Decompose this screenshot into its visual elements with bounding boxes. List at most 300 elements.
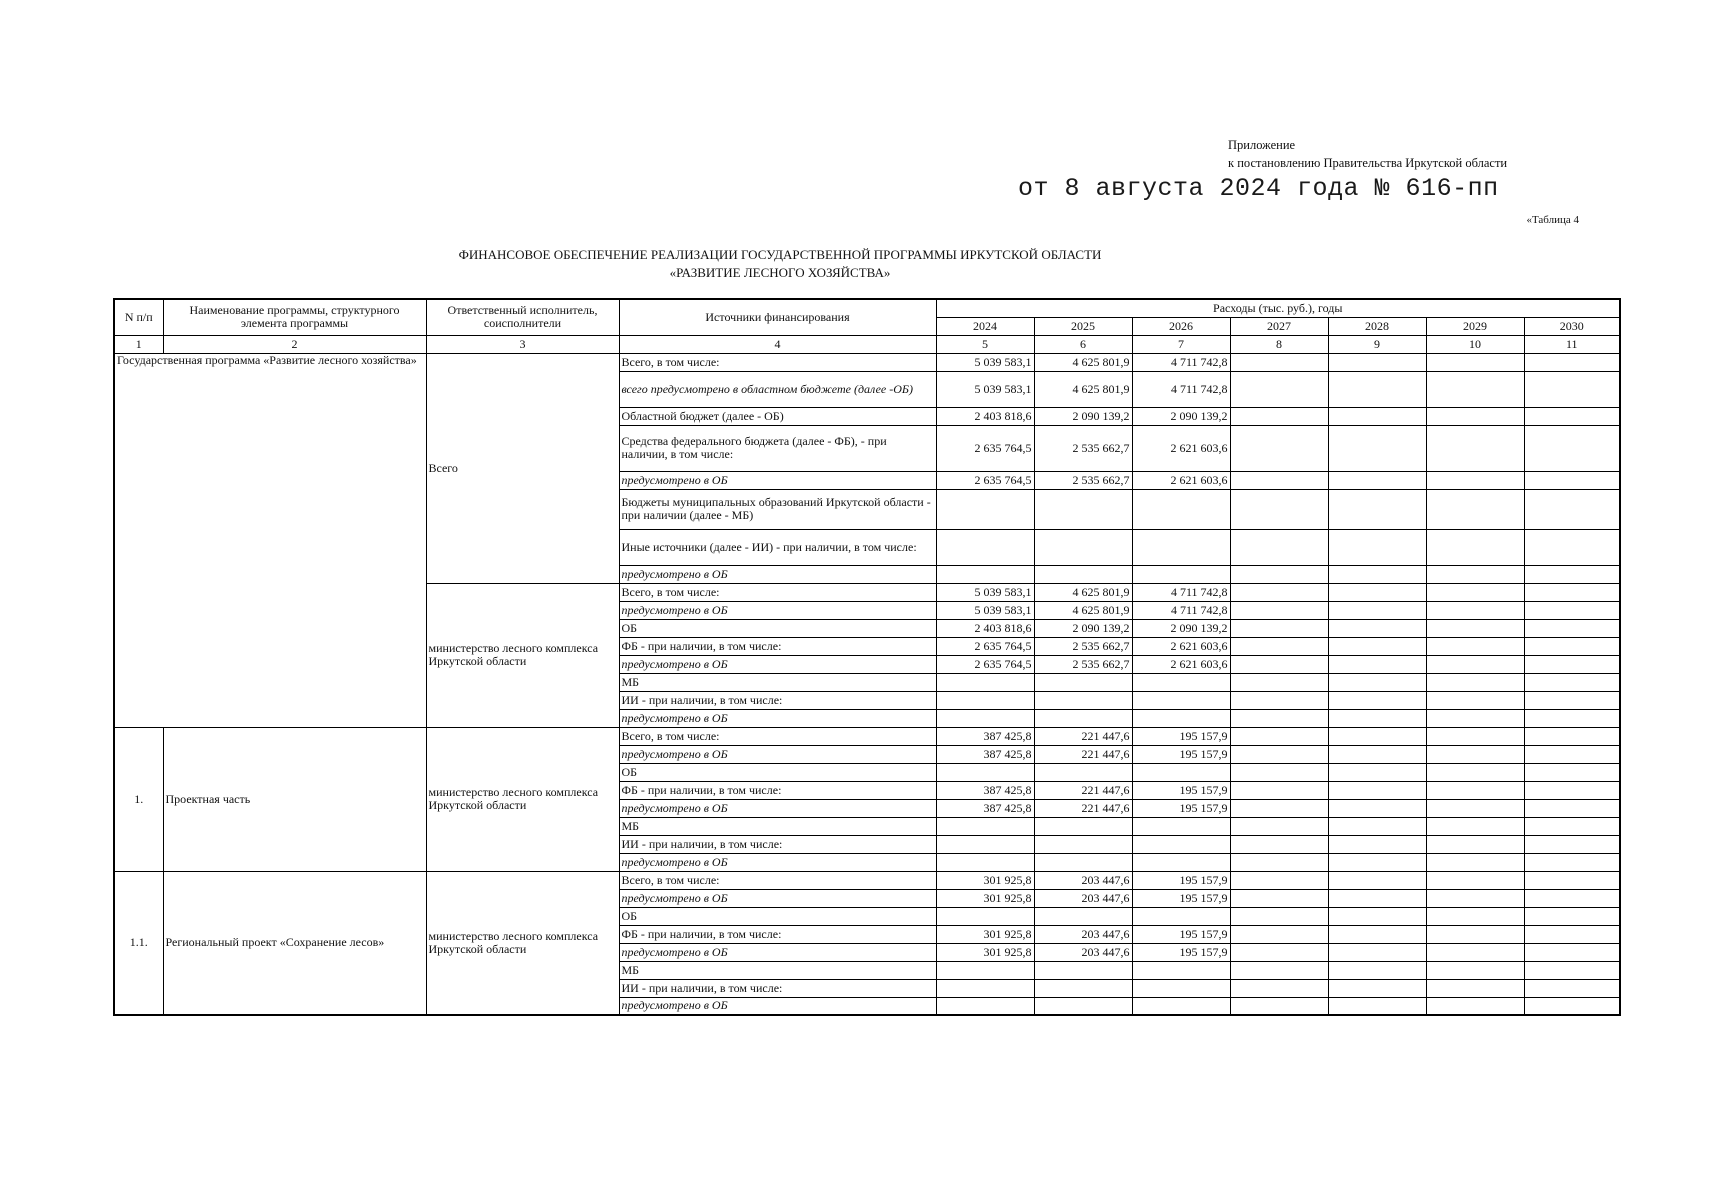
funding-source: МБ (619, 673, 936, 691)
amount-cell: 5 039 583,1 (936, 583, 1034, 601)
amount-cell-empty (1328, 763, 1426, 781)
amount-cell: 387 425,8 (936, 727, 1034, 745)
amount-cell-empty (1426, 979, 1524, 997)
year-header: 2026 (1132, 317, 1230, 335)
amount-cell: 4 711 742,8 (1132, 353, 1230, 371)
amount-cell-empty (1426, 565, 1524, 583)
amount-cell-empty (1328, 619, 1426, 637)
amount-cell (936, 565, 1034, 583)
amount-cell-empty (1230, 799, 1328, 817)
amount-cell: 2 635 764,5 (936, 637, 1034, 655)
funding-source: Средства федерального бюджета (далее - ФБ), - при наличии, в том числе: (619, 425, 936, 471)
amount-cell (1132, 997, 1230, 1015)
amount-cell-empty (1426, 853, 1524, 871)
amount-cell: 2 621 603,6 (1132, 425, 1230, 471)
amount-cell (1034, 961, 1132, 979)
amount-cell-empty (1426, 727, 1524, 745)
amount-cell (1132, 673, 1230, 691)
amount-cell-empty (1230, 871, 1328, 889)
amount-cell-empty (1426, 371, 1524, 407)
amount-cell (1132, 565, 1230, 583)
amount-cell (936, 997, 1034, 1015)
amount-cell-empty (1230, 835, 1328, 853)
amount-cell (1034, 489, 1132, 529)
amount-cell (1034, 565, 1132, 583)
amount-cell (936, 709, 1034, 727)
title-line-1: ФИНАНСОВОЕ ОБЕСПЕЧЕНИЕ РЕАЛИЗАЦИИ ГОСУДАРСТВЕННОЙ ПРОГРАММЫ ИРКУТСКОЙ ОБЛАСТИ (458, 247, 1102, 262)
amount-cell-empty (1426, 835, 1524, 853)
amount-cell-empty (1524, 907, 1620, 925)
project-executor: министерство лесного комплекса Иркутской области (426, 727, 619, 871)
amount-cell: 2 535 662,7 (1034, 637, 1132, 655)
table-row (114, 727, 1620, 745)
amount-cell: 203 447,6 (1034, 925, 1132, 943)
amount-cell-empty (1426, 925, 1524, 943)
amount-cell (1132, 709, 1230, 727)
amount-cell-empty (1230, 889, 1328, 907)
funding-source: ИИ - при наличии, в том числе: (619, 691, 936, 709)
column-index: 9 (1328, 335, 1426, 353)
amount-cell-empty (1426, 997, 1524, 1015)
amount-cell: 387 425,8 (936, 781, 1034, 799)
amount-cell-empty (1230, 371, 1328, 407)
appendix-block (1228, 136, 1507, 172)
funding-source: предусмотрено в ОБ (619, 943, 936, 961)
amount-cell-empty (1426, 907, 1524, 925)
column-index: 7 (1132, 335, 1230, 353)
appendix-title: Приложение (1228, 138, 1296, 152)
amount-cell (936, 673, 1034, 691)
amount-cell-empty (1524, 871, 1620, 889)
funding-source: предусмотрено в ОБ (619, 799, 936, 817)
amount-cell-empty (1328, 425, 1426, 471)
amount-cell (936, 489, 1034, 529)
amount-cell: 2 090 139,2 (1132, 407, 1230, 425)
amount-cell-empty (1524, 745, 1620, 763)
amount-cell: 2 635 764,5 (936, 655, 1034, 673)
year-header: 2028 (1328, 317, 1426, 335)
amount-cell-empty (1426, 961, 1524, 979)
column-index: 8 (1230, 335, 1328, 353)
amount-cell-empty (1230, 637, 1328, 655)
amount-cell-empty (1426, 583, 1524, 601)
funding-source: Областной бюджет (далее - ОБ) (619, 407, 936, 425)
column-index: 3 (426, 335, 619, 353)
amount-cell-empty (1328, 907, 1426, 925)
amount-cell: 195 157,9 (1132, 889, 1230, 907)
funding-source: Бюджеты муниципальных образований Иркутской области - при наличии (далее - МБ) (619, 489, 936, 529)
amount-cell: 2 090 139,2 (1034, 407, 1132, 425)
amount-cell-empty (1328, 997, 1426, 1015)
amount-cell-empty (1524, 925, 1620, 943)
amount-cell-empty (1524, 673, 1620, 691)
funding-source: предусмотрено в ОБ (619, 565, 936, 583)
year-header: 2027 (1230, 317, 1328, 335)
amount-cell (1034, 691, 1132, 709)
amount-cell-empty (1426, 799, 1524, 817)
funding-source: Иные источники (далее - ИИ) - при наличии, в том числе: (619, 529, 936, 565)
amount-cell (1034, 529, 1132, 565)
amount-cell-empty (1524, 583, 1620, 601)
funding-source: предусмотрено в ОБ (619, 997, 936, 1015)
amount-cell: 4 711 742,8 (1132, 583, 1230, 601)
regional-executor: министерство лесного комплекса Иркутской области (426, 871, 619, 1015)
amount-cell-empty (1426, 425, 1524, 471)
amount-cell: 203 447,6 (1034, 871, 1132, 889)
amount-cell-empty (1524, 727, 1620, 745)
amount-cell: 203 447,6 (1034, 943, 1132, 961)
amount-cell-empty (1524, 637, 1620, 655)
col-header-expenses: Расходы (тыс. руб.), годы (936, 299, 1620, 317)
program-name: Государственная программа «Развитие лесного хозяйства» (114, 353, 426, 727)
amount-cell (1034, 673, 1132, 691)
amount-cell-empty (1524, 817, 1620, 835)
amount-cell: 2 621 603,6 (1132, 655, 1230, 673)
funding-source: предусмотрено в ОБ (619, 853, 936, 871)
amount-cell-empty (1328, 925, 1426, 943)
amount-cell-empty (1524, 471, 1620, 489)
funding-source: всего предусмотрено в областном бюджете (далее -ОБ) (619, 371, 936, 407)
funding-source: МБ (619, 817, 936, 835)
table-row (114, 353, 1620, 371)
amount-cell-empty (1328, 799, 1426, 817)
amount-cell (936, 763, 1034, 781)
amount-cell (1034, 853, 1132, 871)
amount-cell: 301 925,8 (936, 889, 1034, 907)
amount-cell (1034, 997, 1132, 1015)
amount-cell-empty (1230, 425, 1328, 471)
amount-cell-empty (1328, 489, 1426, 529)
amount-cell-empty (1426, 763, 1524, 781)
funding-source: ОБ (619, 763, 936, 781)
amount-cell: 5 039 583,1 (936, 353, 1034, 371)
column-index: 5 (936, 335, 1034, 353)
amount-cell: 221 447,6 (1034, 727, 1132, 745)
amount-cell-empty (1230, 925, 1328, 943)
amount-cell-empty (1426, 489, 1524, 529)
amount-cell-empty (1328, 371, 1426, 407)
title-line-2: «РАЗВИТИЕ ЛЕСНОГО ХОЗЯЙСТВА» (669, 265, 891, 280)
amount-cell: 2 090 139,2 (1132, 619, 1230, 637)
regional-name: Региональный проект «Сохранение лесов» (163, 871, 426, 1015)
amount-cell-empty (1328, 853, 1426, 871)
amount-cell: 2 535 662,7 (1034, 655, 1132, 673)
amount-cell: 2 635 764,5 (936, 425, 1034, 471)
amount-cell (1034, 763, 1132, 781)
amount-cell (936, 817, 1034, 835)
amount-cell-empty (1328, 889, 1426, 907)
amount-cell-empty (1524, 407, 1620, 425)
amount-cell-empty (1230, 781, 1328, 799)
amount-cell-empty (1230, 619, 1328, 637)
amount-cell: 195 157,9 (1132, 943, 1230, 961)
amount-cell-empty (1328, 601, 1426, 619)
amount-cell (1132, 529, 1230, 565)
amount-cell-empty (1230, 407, 1328, 425)
amount-cell: 195 157,9 (1132, 781, 1230, 799)
amount-cell-empty (1230, 763, 1328, 781)
amount-cell-empty (1328, 745, 1426, 763)
amount-cell: 2 535 662,7 (1034, 471, 1132, 489)
amount-cell (1034, 835, 1132, 853)
amount-cell-empty (1524, 997, 1620, 1015)
year-header: 2029 (1426, 317, 1524, 335)
amount-cell: 221 447,6 (1034, 781, 1132, 799)
amount-cell (1132, 907, 1230, 925)
amount-cell: 301 925,8 (936, 925, 1034, 943)
amount-cell-empty (1230, 853, 1328, 871)
funding-source: Всего, в том числе: (619, 871, 936, 889)
funding-source: ИИ - при наличии, в том числе: (619, 835, 936, 853)
amount-cell-empty (1524, 961, 1620, 979)
financing-table-body (114, 299, 1620, 1015)
amount-cell-empty (1524, 601, 1620, 619)
amount-cell-empty (1426, 817, 1524, 835)
amount-cell: 4 711 742,8 (1132, 601, 1230, 619)
amount-cell: 301 925,8 (936, 943, 1034, 961)
amount-cell (1132, 961, 1230, 979)
table-row (114, 871, 1620, 889)
amount-cell-empty (1230, 673, 1328, 691)
amount-cell-empty (1328, 781, 1426, 799)
amount-cell-empty (1328, 943, 1426, 961)
amount-cell-empty (1328, 673, 1426, 691)
amount-cell (1132, 835, 1230, 853)
amount-cell-empty (1328, 727, 1426, 745)
amount-cell-empty (1328, 979, 1426, 997)
amount-cell: 4 625 801,9 (1034, 371, 1132, 407)
amount-cell-empty (1426, 889, 1524, 907)
col-header-executor: Ответственный исполнитель, соисполнители (426, 299, 619, 335)
amount-cell: 2 403 818,6 (936, 619, 1034, 637)
amount-cell: 387 425,8 (936, 745, 1034, 763)
amount-cell-empty (1524, 529, 1620, 565)
header-row-indices (114, 335, 1620, 353)
amount-cell-empty (1426, 353, 1524, 371)
amount-cell-empty (1328, 637, 1426, 655)
appendix-reference: к постановлению Правительства Иркутской области (1228, 156, 1508, 170)
amount-cell-empty (1426, 407, 1524, 425)
amount-cell: 221 447,6 (1034, 745, 1132, 763)
amount-cell (1034, 709, 1132, 727)
funding-source: Всего, в том числе: (619, 353, 936, 371)
amount-cell-empty (1524, 655, 1620, 673)
amount-cell (936, 853, 1034, 871)
amount-cell-empty (1328, 565, 1426, 583)
amount-cell (1034, 907, 1132, 925)
amount-cell-empty (1426, 637, 1524, 655)
amount-cell: 5 039 583,1 (936, 601, 1034, 619)
amount-cell-empty (1426, 709, 1524, 727)
amount-cell: 4 625 801,9 (1034, 353, 1132, 371)
amount-cell (936, 907, 1034, 925)
amount-cell-empty (1230, 601, 1328, 619)
amount-cell (936, 835, 1034, 853)
amount-cell (1034, 979, 1132, 997)
amount-cell-empty (1230, 489, 1328, 529)
amount-cell (936, 979, 1034, 997)
amount-cell-empty (1524, 835, 1620, 853)
amount-cell: 2 621 603,6 (1132, 471, 1230, 489)
header-row-1 (114, 299, 1620, 317)
amount-cell: 195 157,9 (1132, 727, 1230, 745)
year-header: 2025 (1034, 317, 1132, 335)
column-index: 10 (1426, 335, 1524, 353)
amount-cell-empty (1524, 799, 1620, 817)
amount-cell-empty (1230, 727, 1328, 745)
amount-cell-empty (1230, 961, 1328, 979)
amount-cell (1132, 979, 1230, 997)
amount-cell: 2 535 662,7 (1034, 425, 1132, 471)
amount-cell-empty (1230, 745, 1328, 763)
column-index: 4 (619, 335, 936, 353)
amount-cell-empty (1524, 353, 1620, 371)
amount-cell-empty (1426, 471, 1524, 489)
amount-cell-empty (1230, 471, 1328, 489)
amount-cell: 5 039 583,1 (936, 371, 1034, 407)
amount-cell-empty (1524, 425, 1620, 471)
amount-cell (936, 691, 1034, 709)
amount-cell-empty (1230, 997, 1328, 1015)
amount-cell-empty (1230, 907, 1328, 925)
table-number-label: «Таблица 4 (1526, 214, 1579, 226)
amount-cell-empty (1426, 871, 1524, 889)
amount-cell-empty (1426, 673, 1524, 691)
amount-cell (1132, 691, 1230, 709)
amount-cell-empty (1524, 371, 1620, 407)
amount-cell-empty (1230, 817, 1328, 835)
amount-cell: 2 635 764,5 (936, 471, 1034, 489)
executor-all: Всего (426, 353, 619, 583)
amount-cell-empty (1230, 691, 1328, 709)
funding-source: предусмотрено в ОБ (619, 655, 936, 673)
financing-table (113, 298, 1621, 1016)
amount-cell: 387 425,8 (936, 799, 1034, 817)
amount-cell (1132, 817, 1230, 835)
decree-date-number: от 8 августа 2024 года № 616-пп (1018, 174, 1499, 203)
amount-cell: 4 625 801,9 (1034, 583, 1132, 601)
amount-cell-empty (1230, 583, 1328, 601)
funding-source: предусмотрено в ОБ (619, 889, 936, 907)
amount-cell-empty (1328, 583, 1426, 601)
amount-cell-empty (1524, 691, 1620, 709)
amount-cell: 195 157,9 (1132, 745, 1230, 763)
funding-source: ФБ - при наличии, в том числе: (619, 781, 936, 799)
amount-cell-empty (1524, 781, 1620, 799)
funding-source: Всего, в том числе: (619, 727, 936, 745)
funding-source: ФБ - при наличии, в том числе: (619, 637, 936, 655)
funding-source: ФБ - при наличии, в том числе: (619, 925, 936, 943)
amount-cell-empty (1426, 781, 1524, 799)
amount-cell-empty (1426, 619, 1524, 637)
amount-cell-empty (1426, 691, 1524, 709)
amount-cell: 195 157,9 (1132, 925, 1230, 943)
amount-cell: 221 447,6 (1034, 799, 1132, 817)
amount-cell: 2 403 818,6 (936, 407, 1034, 425)
amount-cell-empty (1328, 691, 1426, 709)
column-index: 6 (1034, 335, 1132, 353)
amount-cell-empty (1230, 709, 1328, 727)
amount-cell-empty (1230, 529, 1328, 565)
amount-cell: 4 711 742,8 (1132, 371, 1230, 407)
funding-source: предусмотрено в ОБ (619, 471, 936, 489)
funding-source: МБ (619, 961, 936, 979)
amount-cell-empty (1426, 601, 1524, 619)
executor-ministry: министерство лесного комплекса Иркутской области (426, 583, 619, 727)
col-header-name: Наименование программы, структурного элемента программы (163, 299, 426, 335)
amount-cell-empty (1524, 979, 1620, 997)
col-header-source: Источники финансирования (619, 299, 936, 335)
amount-cell-empty (1328, 353, 1426, 371)
amount-cell (1034, 817, 1132, 835)
amount-cell-empty (1328, 835, 1426, 853)
amount-cell: 301 925,8 (936, 871, 1034, 889)
amount-cell (936, 961, 1034, 979)
amount-cell-empty (1328, 817, 1426, 835)
amount-cell-empty (1524, 709, 1620, 727)
amount-cell-empty (1230, 655, 1328, 673)
amount-cell: 195 157,9 (1132, 871, 1230, 889)
amount-cell-empty (1524, 619, 1620, 637)
amount-cell-empty (1230, 353, 1328, 371)
amount-cell-empty (1328, 471, 1426, 489)
funding-source: Всего, в том числе: (619, 583, 936, 601)
funding-source: ОБ (619, 907, 936, 925)
amount-cell-empty (1328, 655, 1426, 673)
amount-cell: 195 157,9 (1132, 799, 1230, 817)
amount-cell-empty (1524, 889, 1620, 907)
amount-cell-empty (1524, 853, 1620, 871)
amount-cell: 4 625 801,9 (1034, 601, 1132, 619)
year-header: 2024 (936, 317, 1034, 335)
funding-source: предусмотрено в ОБ (619, 709, 936, 727)
amount-cell-empty (1328, 709, 1426, 727)
funding-source: предусмотрено в ОБ (619, 745, 936, 763)
amount-cell-empty (1524, 943, 1620, 961)
amount-cell-empty (1426, 943, 1524, 961)
year-header: 2030 (1524, 317, 1620, 335)
amount-cell-empty (1230, 979, 1328, 997)
amount-cell-empty (1328, 529, 1426, 565)
amount-cell: 2 621 603,6 (1132, 637, 1230, 655)
amount-cell-empty (1524, 489, 1620, 529)
amount-cell (1132, 489, 1230, 529)
amount-cell (1132, 853, 1230, 871)
amount-cell: 203 447,6 (1034, 889, 1132, 907)
amount-cell-empty (1426, 655, 1524, 673)
amount-cell-empty (1230, 943, 1328, 961)
funding-source: ИИ - при наличии, в том числе: (619, 979, 936, 997)
amount-cell (936, 529, 1034, 565)
regional-number: 1.1. (114, 871, 163, 1015)
column-index: 1 (114, 335, 163, 353)
amount-cell-empty (1230, 565, 1328, 583)
column-index: 2 (163, 335, 426, 353)
project-number: 1. (114, 727, 163, 871)
amount-cell-empty (1328, 961, 1426, 979)
col-header-num: N п/п (114, 299, 163, 335)
project-name: Проектная часть (163, 727, 426, 871)
funding-source: ОБ (619, 619, 936, 637)
document-title (340, 246, 1220, 282)
amount-cell-empty (1524, 763, 1620, 781)
amount-cell: 2 090 139,2 (1034, 619, 1132, 637)
funding-source: предусмотрено в ОБ (619, 601, 936, 619)
amount-cell-empty (1426, 745, 1524, 763)
amount-cell-empty (1328, 871, 1426, 889)
column-index: 11 (1524, 335, 1620, 353)
amount-cell-empty (1426, 529, 1524, 565)
